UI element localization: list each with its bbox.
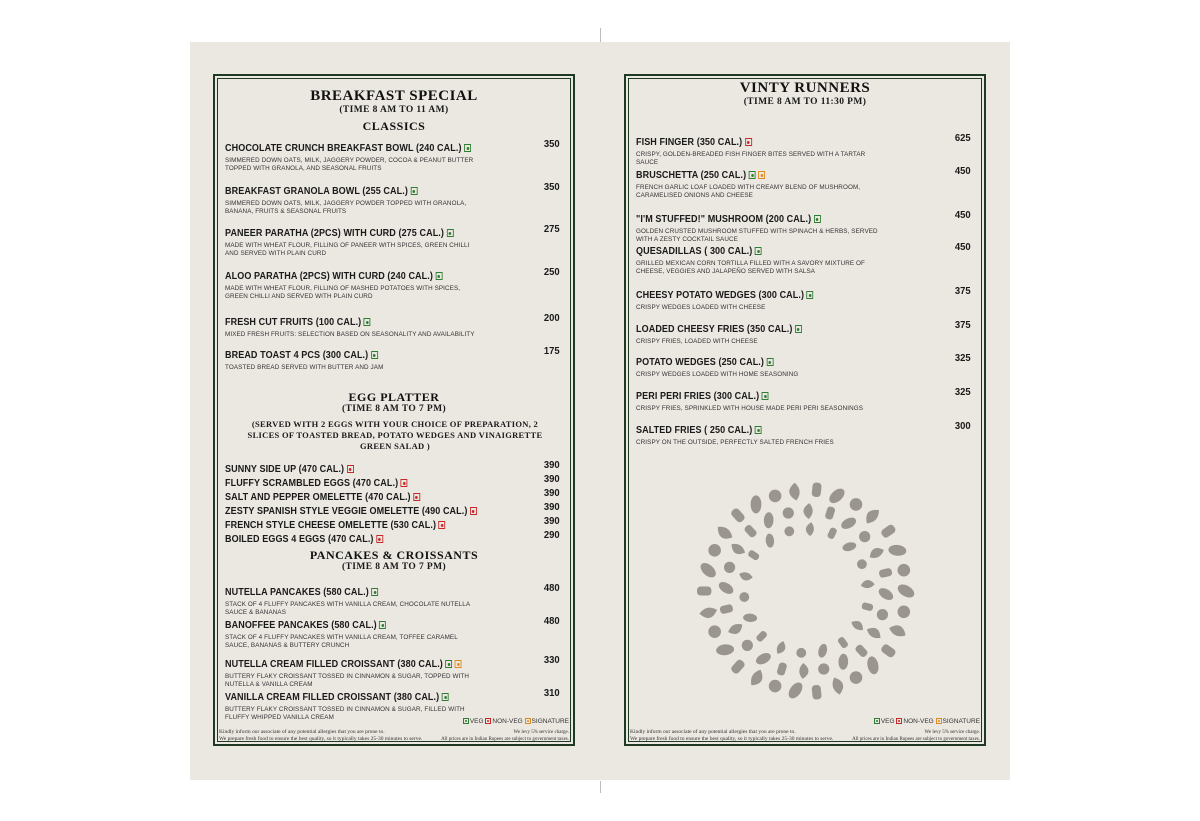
menu-item-name (225, 691, 449, 703)
menu-item-price: 250 (544, 266, 561, 278)
menu-item-description: MADE WITH WHEAT FLOUR, FILLING OF MASHED POTATOES WITH SPICES, GREEN CHILLI AND SERVED WITH PLAIN CURD (225, 285, 461, 300)
nonveg-mark-icon (413, 493, 420, 501)
menu-item-price: 200 (544, 312, 561, 324)
dietary-legend (463, 718, 569, 725)
menu-item-price: 290 (544, 529, 561, 541)
wreath-food-shape (717, 580, 736, 597)
wreath-food-shape (859, 531, 870, 542)
wreath-food-shape (769, 680, 782, 693)
nonveg-mark-icon (485, 718, 491, 724)
wreath-food-shape (742, 640, 753, 651)
veg-mark-icon (762, 392, 769, 400)
menu-item-price: 375 (955, 285, 972, 297)
menu-item-name-text: POTATO WEDGES (250 CAL.) (636, 356, 765, 368)
wreath-food-shape (898, 605, 911, 618)
menu-item-price: 450 (955, 165, 972, 177)
menu-item-description: MADE WITH WHEAT FLOUR, FILLING OF PANEER WITH SPICES, GREEN CHILLI AND SERVED WITH PLAIN CURD (225, 242, 470, 257)
menu-item (636, 132, 976, 167)
wreath-food-shape (898, 564, 911, 577)
footer-allergy: Kindly inform our associate of any potential allergies that you are prone to. (219, 729, 385, 735)
wreath-food-shape (850, 618, 866, 633)
wreath-food-shape (811, 482, 821, 497)
menu-item-description: GRILLED MEXICAN CORN TORTILLA FILLED WITH A SAVORY MIXTURE OF CHEESE, VEGGIES AND JALAPEÑO SERVED WITH SALSA (636, 260, 865, 275)
menu-item-name-text: LOADED CHEESY FRIES (350 CAL.) (636, 323, 793, 335)
menu-item (225, 582, 565, 617)
menu-item-name-text: VANILLA CREAM FILLED CROISSANT (380 CAL.) (225, 691, 440, 703)
wreath-food-shape (716, 643, 735, 656)
wreath-food-shape (796, 648, 806, 658)
veg-mark-icon (442, 693, 449, 701)
menu-item-name (225, 658, 462, 670)
pancakes-heading: PANCAKES & CROISSANTS (309, 548, 479, 562)
veg-mark-icon (807, 291, 814, 299)
wreath-food-shape (838, 654, 848, 670)
menu-item-price: 310 (544, 687, 561, 699)
wreath-food-shape (896, 582, 917, 600)
footer-prices-note: All prices are in Indian Rupees are subject to government taxes. (441, 737, 569, 742)
wreath-food-shape (887, 622, 908, 639)
wreath-food-shape (805, 522, 814, 537)
wreath-food-shape (827, 527, 838, 540)
wreath-food-shape (714, 524, 735, 543)
menu-item-name-text: SUNNY SIDE UP (470 CAL.) (225, 463, 345, 475)
menu-item-price: 625 (955, 132, 972, 144)
menu-item (225, 615, 565, 650)
fold-line-top (600, 28, 601, 42)
wreath-food-shape (765, 533, 775, 548)
veg-mark-icon (795, 325, 802, 333)
wreath-food-shape (850, 498, 863, 511)
menu-item-name (636, 245, 762, 257)
menu-item-price: 300 (955, 420, 972, 432)
section-title-vinty-runners: VINTY RUNNERS (739, 80, 871, 96)
menu-item-description: BUTTERY FLAKY CROISSANT TOSSED IN CINNAMON & SUGAR, FILLED WITH FLUFFY WHIPPED VANILLA CREAM (225, 706, 465, 721)
wreath-food-shape (824, 506, 835, 521)
menu-item-name-text: NUTELLA CREAM FILLED CROISSANT (380 CAL.) (225, 658, 443, 670)
wreath-food-shape (841, 541, 857, 553)
wreath-food-shape (788, 482, 800, 501)
menu-item-name-text: FLUFFY SCRAMBLED EGGS (470 CAL.) (225, 477, 399, 489)
wreath-food-shape (751, 495, 762, 513)
menu-item (636, 209, 976, 244)
menu-item-description: MIXED FRESH FRUITS: SELECTION BASED ON SEASONALITY AND AVAILABILITY (225, 331, 475, 338)
menu-item-name (225, 586, 378, 598)
wreath-food-shape (866, 655, 880, 675)
menu-item (225, 654, 565, 689)
veg-mark-icon (755, 247, 762, 255)
signature-mark-icon (455, 660, 462, 668)
menu-page-right (600, 42, 1010, 780)
wreath-food-shape (743, 524, 758, 539)
menu-item-name-text: BANOFFEE PANCAKES (580 CAL.) (225, 619, 377, 631)
wreath-food-shape (817, 643, 829, 659)
footer-charges (820, 729, 980, 743)
menu-item-price: 480 (544, 582, 561, 594)
menu-item-name (636, 323, 802, 335)
footer-notes (630, 729, 840, 743)
wreath-food-shape (857, 559, 867, 569)
wreath-food-shape (880, 523, 897, 539)
legend-signature-label: SIGNATURE (942, 718, 980, 725)
wreath-food-shape (708, 625, 721, 638)
menu-item-price: 325 (955, 352, 972, 364)
wreath-food-shape (880, 643, 897, 659)
wreath-food-shape (830, 676, 845, 696)
menu-item (636, 386, 976, 413)
veg-mark-icon (364, 318, 371, 326)
menu-item (225, 181, 565, 216)
menu-item-name (636, 390, 769, 402)
menu-item-price: 450 (955, 241, 972, 253)
menu-item-name (636, 424, 762, 436)
legend-veg-label: VEG (880, 718, 895, 725)
veg-mark-icon (371, 351, 378, 359)
veg-mark-icon (411, 187, 418, 195)
menu-item-price: 390 (544, 487, 561, 499)
menu-item-name-text: PERI PERI FRIES (300 CAL.) (636, 390, 760, 402)
menu-item-name (636, 356, 773, 368)
wreath-food-shape (877, 609, 888, 620)
wreath-food-shape (799, 663, 809, 679)
veg-mark-icon (436, 272, 443, 280)
menu-item-description: SIMMERED DOWN OATS, MILK, JAGGERY POWDER TOPPED WITH GRANOLA, BANANA, FRUITS & SEASONAL FRUITS (225, 200, 467, 215)
wreath-food-shape (867, 545, 885, 561)
menu-item-name (225, 316, 371, 328)
menu-item-name-text: BRUSCHETTA (250 CAL.) (636, 169, 747, 181)
menu-item-name-text: "I'M STUFFED!" MUSHROOM (200 CAL.) (636, 213, 812, 225)
wreath-food-shape (724, 562, 735, 573)
wreath-food-shape (783, 507, 794, 518)
veg-mark-icon (767, 358, 774, 366)
footer-prices-note: All prices are in Indian Rupees are subject to government taxes. (852, 737, 980, 742)
menu-item-name-text: ALOO PARATHA (2PCS) WITH CURD (240 CAL.) (225, 270, 433, 282)
menu-item (636, 319, 976, 346)
menu-item-name-text: BOILED EGGS 4 EGGS (470 CAL.) (225, 533, 374, 545)
menu-item-name (225, 185, 417, 197)
wreath-food-shape (698, 560, 719, 580)
wreath-food-shape (839, 515, 858, 531)
menu-item-name-text: PANEER PARATHA (2PCS) WITH CURD (275 CAL.) (225, 227, 445, 239)
signature-mark-icon (758, 171, 765, 179)
menu-item-name (225, 142, 471, 154)
wreath-food-shape (730, 507, 746, 524)
food-wreath-illustration (686, 471, 926, 711)
veg-mark-icon (874, 718, 880, 724)
wreath-food-shape (854, 643, 869, 658)
footer-allergy: Kindly inform our associate of any potential allergies that you are prone to. (630, 729, 796, 735)
menu-item-price: 375 (955, 319, 972, 331)
wreath-food-shape (861, 602, 874, 612)
egg-platter-heading: EGG PLATTER (348, 390, 440, 404)
menu-item-name-text: BREAKFAST GRANOLA BOWL (255 CAL.) (225, 185, 408, 197)
wreath-food-shape (786, 680, 805, 701)
signature-mark-icon (936, 718, 942, 724)
wreath-food-shape (877, 586, 896, 603)
menu-page-left (190, 42, 600, 780)
menu-item-name-text: ZESTY SPANISH STYLE VEGGIE OMELETTE (490 CAL.) (225, 505, 468, 517)
menu-item-price: 175 (544, 345, 561, 357)
menu-item-price: 325 (955, 386, 972, 398)
menu-item-price: 390 (544, 473, 561, 485)
wreath-food-shape (860, 579, 875, 588)
menu-item-name (636, 289, 814, 301)
menu-item-name (225, 619, 386, 631)
page-frame (624, 74, 986, 746)
menu-item (225, 687, 565, 722)
menu-item-description: STACK OF 4 FLUFFY PANCAKES WITH VANILLA CREAM, CHOCOLATE NUTELLA SAUCE & BANANAS (225, 601, 470, 616)
wreath-food-shape (730, 658, 746, 675)
menu-item (225, 345, 565, 372)
menu-item-description: CRISPY WEDGES LOADED WITH CHEESE (636, 304, 766, 311)
wreath-food-shape (837, 636, 849, 649)
menu-item-description: SIMMERED DOWN OATS, MILK, JAGGERY POWDER, COCOA & PEANUT BUTTER TOPPED WITH GRANOLA, AND SEASONAL FRUITS (225, 157, 474, 172)
vinty-runners-time: (TIME 8 AM TO 11:30 PM) (743, 97, 867, 107)
classics-heading: CLASSICS (362, 119, 426, 133)
wreath-food-shape (699, 606, 719, 620)
legend-signature-label: SIGNATURE (531, 718, 569, 725)
wreath-food-shape (803, 503, 813, 519)
wreath-food-shape (697, 586, 711, 595)
menu-item-description: CRISPY ON THE OUTSIDE, PERFECTLY SALTED FRENCH FRIES (636, 439, 834, 446)
breakfast-time: (TIME 8 AM TO 11 AM) (339, 105, 449, 115)
menu-item-price: 390 (544, 515, 561, 527)
menu-item (225, 529, 565, 547)
wreath-food-shape (784, 526, 794, 536)
menu-item-price: 330 (544, 654, 561, 666)
wreath-food-shape (862, 506, 882, 526)
section-title-breakfast: BREAKFAST SPECIAL (310, 88, 478, 104)
wreath-food-shape (865, 625, 883, 641)
menu-item-description: CRISPY FRIES, SPRINKLED WITH HOUSE MADE PERI PERI SEASONINGS (636, 405, 864, 412)
menu-item-name (225, 533, 383, 545)
wreath-food-shape (729, 541, 747, 557)
menu-item (636, 285, 976, 312)
nonveg-mark-icon (439, 521, 446, 529)
wreath-food-shape (775, 640, 788, 656)
menu-item (225, 138, 565, 173)
veg-mark-icon (379, 621, 386, 629)
veg-mark-icon (755, 426, 762, 434)
egg-platter-note: (SERVED WITH 2 EGGS WITH YOUR CHOICE OF PREPARATION, 2 SLICES OF TOASTED BREAD, POTATO WEDGES AND VINAIGRETTE GREEN SALAD ) (247, 419, 543, 451)
fold-line-bottom (600, 781, 601, 793)
menu-item-name-text: SALTED FRIES ( 250 CAL.) (636, 424, 753, 436)
wreath-food-shape (708, 544, 721, 557)
wreath-food-shape (748, 668, 766, 689)
wreath-food-shape (818, 663, 829, 674)
nonveg-mark-icon (896, 718, 902, 724)
menu-item-name-text: CHEESY POTATO WEDGES (300 CAL.) (636, 289, 805, 301)
menu-item-price: 275 (544, 223, 561, 235)
wreath-food-shape (769, 490, 782, 503)
nonveg-mark-icon (376, 535, 383, 543)
veg-mark-icon (749, 171, 756, 179)
menu-item-name (225, 227, 453, 239)
veg-mark-icon (463, 718, 469, 724)
menu-item-name-text: SALT AND PEPPER OMELETTE (470 CAL.) (225, 491, 411, 503)
veg-mark-icon (814, 215, 821, 223)
nonveg-mark-icon (470, 507, 477, 515)
menu-item-description: STACK OF 4 FLUFFY PANCAKES WITH VANILLA CREAM, TOFFEE CARAMEL SAUCE, BANANAS & BUTTERY CRUNCH (225, 634, 458, 649)
menu-item-price: 450 (955, 209, 972, 221)
legend-veg-label: VEG (469, 718, 484, 725)
menu-item-description: CRISPY, GOLDEN-BREADED FISH FINGER BITES SERVED WITH A TARTAR SAUCE (636, 151, 866, 166)
footer-prep: We prepare fresh food to ensure the best quality, so it typically takes 25-30 minutes to serve. (630, 736, 834, 742)
menu-item-name-text: FISH FINGER (350 CAL.) (636, 136, 743, 148)
menu-item-name-text: NUTELLA PANCAKES (580 CAL.) (225, 586, 369, 598)
menu-item (225, 312, 565, 339)
footer-service-charge: We levy 5% service charge. (513, 730, 569, 735)
wreath-food-shape (754, 651, 773, 667)
menu-item-description: CRISPY WEDGES LOADED WITH HOME SEASONING (636, 371, 799, 378)
legend-nonveg-label: NON-VEG (903, 718, 934, 725)
wreath-food-shape (726, 621, 744, 637)
menu-item (225, 223, 565, 258)
menu-item-name (225, 349, 378, 361)
menu-item-description: BUTTERY FLAKY CROISSANT TOSSED IN CINNAMON & SUGAR, TOPPED WITH NUTELLA & VANILLA CREAM (225, 673, 469, 688)
menu-item-description: FRENCH GARLIC LOAF LOADED WITH CREAMY BLEND OF MUSHROOM, CARAMELISED ONIONS AND CHEESE (636, 184, 861, 199)
menu-item-price: 350 (544, 138, 561, 150)
menu-item-name (636, 136, 752, 148)
menu-item-description: CRISPY FRIES, LOADED WITH CHEESE (636, 338, 758, 345)
menu-item-name-text: FRENCH STYLE CHEESE OMELETTE (530 CAL.) (225, 519, 437, 531)
wreath-food-shape (739, 592, 749, 602)
footer-service-charge: We levy 5% service charge. (924, 730, 980, 735)
menu-item (636, 420, 976, 447)
page-frame (213, 74, 575, 746)
menu-item-name (225, 270, 442, 282)
wreath-food-shape (776, 662, 787, 677)
veg-mark-icon (447, 229, 454, 237)
footer-notes (219, 729, 429, 743)
veg-mark-icon (371, 588, 378, 596)
menu-item-description: TOASTED BREAD SERVED WITH BUTTER AND JAM (225, 364, 384, 371)
menu-item-price: 350 (544, 181, 561, 193)
menu-item-price: 390 (544, 501, 561, 513)
menu-item-name-text: BREAD TOAST 4 PCS (300 CAL.) (225, 349, 369, 361)
menu-item-name (636, 213, 821, 225)
nonveg-mark-icon (401, 479, 408, 487)
wreath-food-shape (811, 685, 821, 700)
legend-nonveg-label: NON-VEG (492, 718, 523, 725)
footer-charges (409, 729, 569, 743)
wreath-food-shape (827, 486, 848, 506)
wreath-food-shape (764, 512, 774, 528)
wreath-food-shape (888, 544, 907, 557)
menu-item-price: 480 (544, 615, 561, 627)
menu-item-name (636, 169, 765, 181)
egg-platter-time: (TIME 8 AM TO 7 PM) (341, 404, 447, 414)
wreath-food-shape (747, 549, 760, 561)
menu-item (636, 352, 976, 379)
nonveg-mark-icon (745, 138, 752, 146)
dietary-legend (874, 718, 980, 725)
wreath-food-shape (878, 568, 892, 579)
menu-item-price: 390 (544, 459, 561, 471)
wreath-food-shape (743, 613, 758, 622)
menu-item-name-text: CHOCOLATE CRUNCH BREAKFAST BOWL (240 CAL.) (225, 142, 462, 154)
nonveg-mark-icon (347, 465, 354, 473)
menu-item (225, 266, 565, 301)
veg-mark-icon (445, 660, 452, 668)
veg-mark-icon (464, 144, 471, 152)
wreath-food-shape (850, 671, 863, 684)
menu-item-name-text: QUESADILLAS ( 300 CAL.) (636, 245, 753, 257)
menu-item-name-text: FRESH CUT FRUITS (100 CAL.) (225, 316, 362, 328)
menu-item (636, 241, 976, 276)
wreath-food-shape (719, 604, 733, 615)
wreath-food-shape (738, 571, 754, 582)
menu-item-description: GOLDEN CRUSTED MUSHROOM STUFFED WITH SPINACH & HERBS, SERVED WITH A ZESTY COCKTAIL SAUCE (636, 228, 878, 243)
signature-mark-icon (525, 718, 531, 724)
footer-prep: We prepare fresh food to ensure the best quality, so it typically takes 25-30 minutes to serve. (219, 736, 423, 742)
pancakes-time: (TIME 8 AM TO 7 PM) (341, 562, 447, 572)
wreath-food-shape (755, 630, 768, 643)
menu-item (636, 165, 976, 200)
